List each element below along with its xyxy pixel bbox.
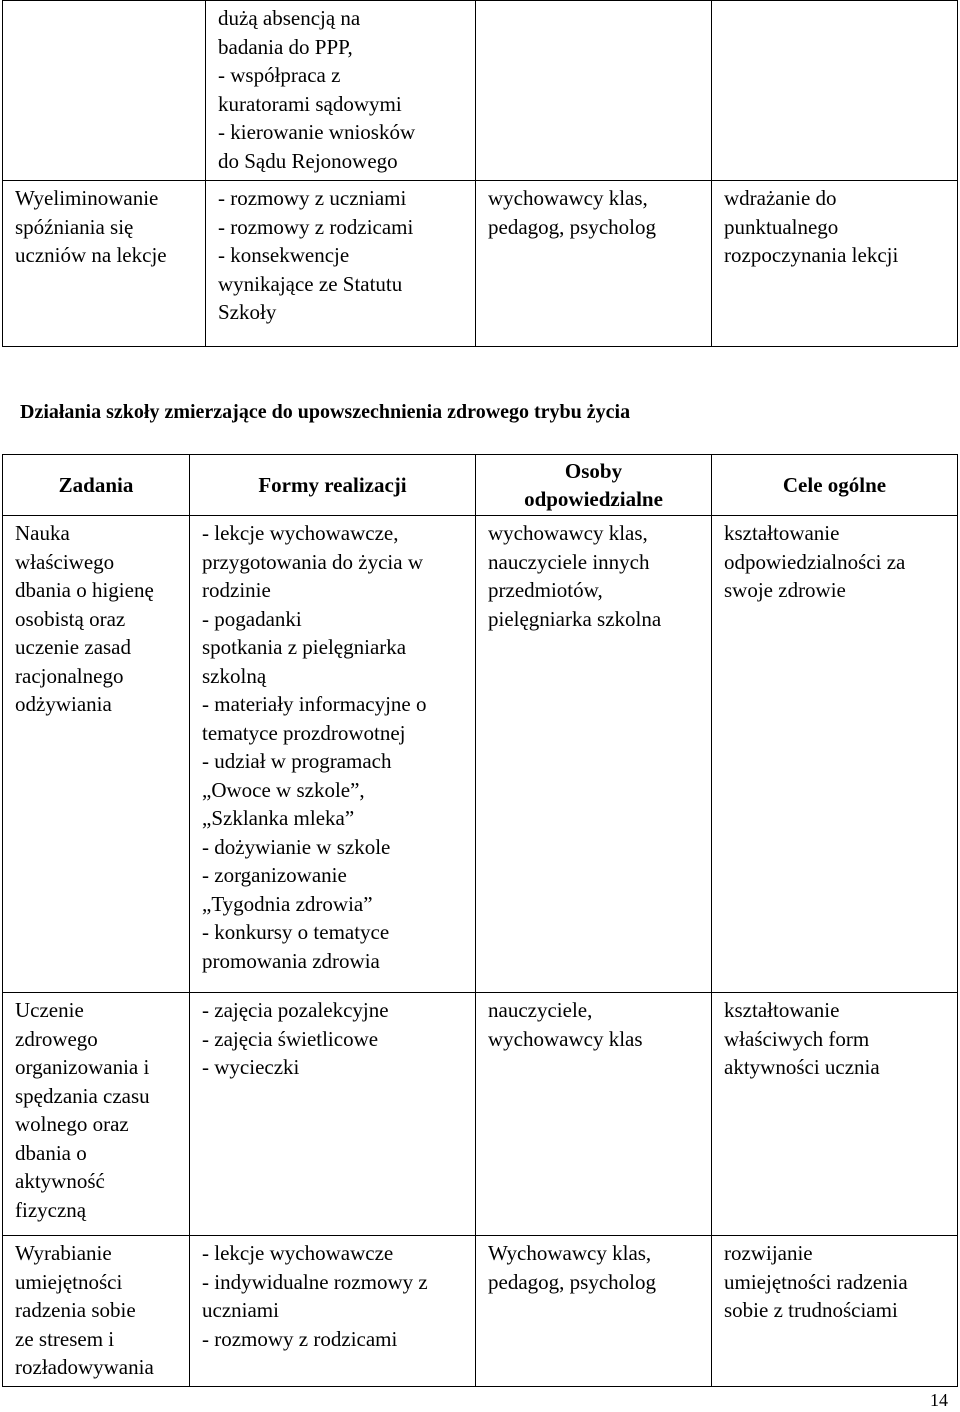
column-header-forms: Formy realizacji [190,455,476,516]
goal-cell: wdrażanie do punktualnego rozpoczynania lekcji [712,181,958,347]
goal-cell: kształtowanie właściwych form aktywności ucznia [712,993,958,1236]
goal-cell: rozwijanie umiejętności radzenia sobie z trudnościami [712,1236,958,1387]
task-cell: Wyrabianie umiejętności radzenia sobie ze stresem i rozładowywania [3,1236,190,1387]
health-table [2,454,958,1387]
task-cell: Nauka właściwego dbania o higienę osobistą oraz uczenie zasad racjonalnego odżywiania [3,516,190,993]
task-cell [3,1,206,181]
goal-cell: kształtowanie odpowiedzialności za swoje zdrowie [712,516,958,993]
task-cell: Uczenie zdrowego organizowania i spędzania czasu wolnego oraz dbania o aktywność fizyczną [3,993,190,1236]
column-header-responsible: Osoby odpowiedzialne [476,455,712,516]
header-row [3,455,958,516]
forms-cell: - rozmowy z uczniami - rozmowy z rodzicami - konsekwencje wynikające ze Statutu Szkoły [206,181,476,347]
section-heading: Działania szkoły zmierzające do upowszechnienia zdrowego trybu życia [20,401,631,423]
forms-cell: - lekcje wychowawcze, przygotowania do życia w rodzinie - pogadanki spotkania z pielęgniarka szkolną - materiały informacyjne o tematyce prozdrowotnej - udział w programach „Owoce w szkole”, „Szklanka mleka” - dożywianie w szkole - zorganizowanie „Tygodnia zdrowia” - konkursy o tematyce promowania zdrowia [190,516,476,993]
column-header-tasks: Zadania [3,455,190,516]
forms-cell: dużą absencją na badania do PPP, - współpraca z kuratorami sądowymi - kierowanie wniosków do Sądu Rejonowego [206,1,476,181]
table-row [3,1236,958,1387]
table-row [3,516,958,993]
goal-cell [712,1,958,181]
column-header-goals: Cele ogólne [712,455,958,516]
task-cell: Wyeliminowanie spóźniania się uczniów na lekcje [3,181,206,347]
responsible-cell: wychowawcy klas, pedagog, psycholog [476,181,712,347]
responsible-cell [476,1,712,181]
responsible-cell: Wychowawcy klas, pedagog, psycholog [476,1236,712,1387]
forms-cell: - lekcje wychowawcze - indywidualne rozmowy z uczniami - rozmowy z rodzicami [190,1236,476,1387]
responsible-cell: wychowawcy klas, nauczyciele innych przedmiotów, pielęgniarka szkolna [476,516,712,993]
top-table [2,0,958,347]
forms-cell: - zajęcia pozalekcyjne - zajęcia świetlicowe - wycieczki [190,993,476,1236]
page-number: 14 [930,1390,948,1410]
table-row [3,1,958,181]
table-row [3,993,958,1236]
responsible-cell: nauczyciele, wychowawcy klas [476,993,712,1236]
table-row [3,181,958,347]
